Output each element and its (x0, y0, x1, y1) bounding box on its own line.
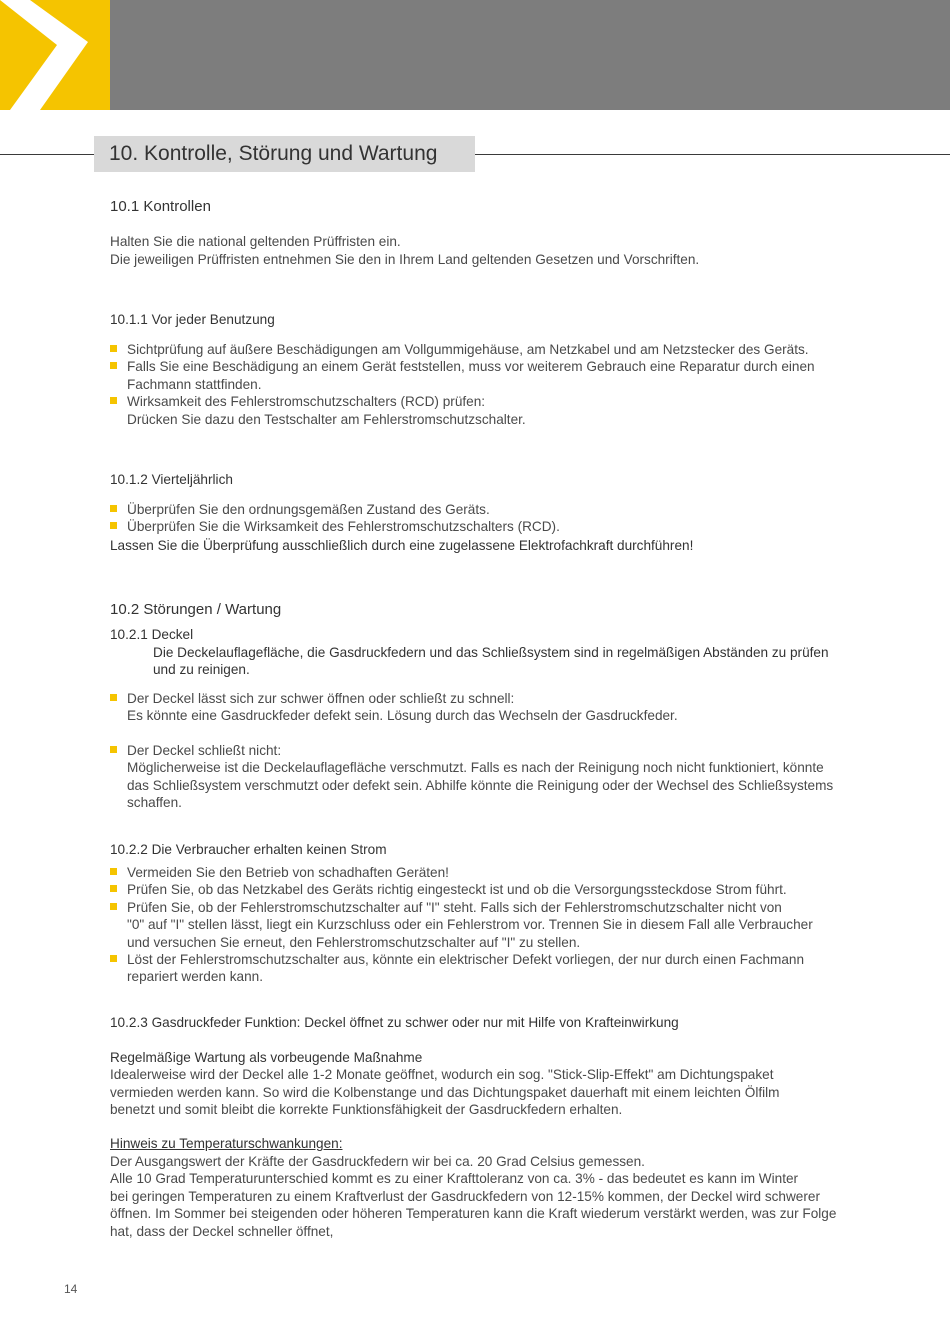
list-item: Der Deckel schließt nicht: Möglicherweise ist die Deckelauflagefläche verschmutzt. Falls es nach der Reinigung noch nicht funktioniert, könnte das Schließsystem verschmutzt oder defekt sein. Abhilfe könnte die Reinigung oder der Wechsel des Schließsystems schaffen. (110, 742, 833, 812)
list-item: Prüfen Sie, ob der Fehlerstromschutzschalter auf "I" steht. Falls sich der Fehlerstromschutzschalter nicht von "0" auf "I" stellen lässt, liegt ein Kurzschluss oder ein Fehlerstrom vor. Trennen Sie in diesem Fall alle Verbraucher und versuchen Sie erneut, den Fehlerstromschutzschalter auf "I" zu stellen. (110, 899, 813, 951)
maintenance-heading: Regelmäßige Wartung als vorbeugende Maßnahme (110, 1049, 423, 1065)
bullet-square-icon (110, 868, 117, 875)
bullet-square-icon (110, 362, 117, 369)
list-item: Wirksamkeit des Fehlerstromschutzschalters (RCD) prüfen: Drücken Sie dazu den Testschalter am Fehlerstromschutzschalter. (110, 393, 815, 428)
header-band (110, 0, 950, 110)
bullet-square-icon (110, 746, 117, 753)
bullet-square-icon (110, 955, 117, 962)
title-rule-right (475, 154, 950, 155)
list-item: Vermeiden Sie den Betrieb von schadhaften Geräten! (110, 864, 813, 881)
list-item: Prüfen Sie, ob das Netzkabel des Geräts richtig eingesteckt ist und ob die Versorgungssteckdose Strom führt. (110, 881, 813, 898)
bullet-list-10-1-2 (110, 501, 560, 536)
heading-10-1: 10.1 Kontrollen (110, 198, 211, 215)
list-item: Der Deckel lässt sich zur schwer öffnen oder schließt zu schnell: Es könnte eine Gasdruckfeder defekt sein. Lösung durch das Wechseln der Gasdruckfeder. (110, 690, 833, 725)
list-item: Überprüfen Sie die Wirksamkeit des Fehlerstromschutzschalters (RCD). (110, 518, 560, 535)
title-rule-left (0, 154, 94, 155)
text-line: benetzt und somit bleibt die korrekte Funktionsfähigkeit der Gasdruckfedern erhalten. (110, 1102, 623, 1117)
bullet-square-icon (110, 345, 117, 352)
text-line: Alle 10 Grad Temperaturunterschied kommt es zu einer Krafttoleranz von ca. 3% - das bedeutet es kann im Winter (110, 1171, 799, 1186)
temperature-heading: Hinweis zu Temperaturschwankungen: (110, 1136, 343, 1151)
heading-10-2-3: 10.2.3 Gasdruckfeder Funktion: Deckel öffnet zu schwer oder nur mit Hilfe von Krafteinwirkung (110, 1015, 679, 1030)
list-item: Falls Sie eine Beschädigung an einem Gerät feststellen, muss vor weiterem Gebrauch eine Reparatur durch einen Fachmann stattfinden. (110, 358, 815, 393)
text-line: hat, dass der Deckel schneller öffnet, (110, 1223, 334, 1239)
text-line: Halten Sie die national geltenden Prüffristen ein. (110, 234, 401, 249)
bullet-square-icon (110, 397, 117, 404)
bullet-list-10-1-1 (110, 341, 815, 428)
text-line: bei geringen Temperaturen zu einem Kraftverlust der Gasdruckfedern von 12-15% kommen, der Deckel wird schwerer (110, 1188, 820, 1204)
bullet-square-icon (110, 505, 117, 512)
text-line: vermieden werden kann. So wird die Kolbenstange und das Dichtungspaket dauerhaft mit einem leichten Ölfilm (110, 1084, 780, 1100)
logo-block (0, 0, 110, 110)
warning-note: Lassen Sie die Überprüfung ausschließlich durch eine zugelassene Elektrofachkraft durchführen! (110, 538, 694, 553)
text-line: Der Ausgangswert der Kräfte der Gasdruckfedern wir bei ca. 20 Grad Celsius gemessen. (110, 1153, 645, 1169)
text-line: öffnen. Im Sommer bei steigenden oder höheren Temperaturen kann die Kraft wiederum verstärkt werden, was zur Folge (110, 1206, 837, 1221)
heading-10-2-2: 10.2.2 Die Verbraucher erhalten keinen Strom (110, 842, 387, 857)
heading-10-2-1: 10.2.1 Deckel (110, 627, 194, 642)
bullet-square-icon (110, 885, 117, 892)
section-title: 10. Kontrolle, Störung und Wartung (94, 136, 475, 172)
text-line: Die jeweiligen Prüffristen entnehmen Sie den in Ihrem Land geltenden Gesetzen und Vorschriften. (110, 251, 700, 267)
logo-chevron-icon (0, 0, 110, 110)
heading-10-1-1: 10.1.1 Vor jeder Benutzung (110, 312, 275, 327)
bullet-square-icon (110, 694, 117, 701)
list-item: Überprüfen Sie den ordnungsgemäßen Zustand des Geräts. (110, 501, 560, 518)
intro-line: Die Deckelauflagefläche, die Gasdruckfedern und das Schließsystem sind in regelmäßigen Abständen zu prüfen (153, 644, 829, 660)
text-line: Idealerweise wird der Deckel alle 1-2 Monate geöffnet, wodurch ein sog. "Stick-Slip-Effekt" am Dichtungspaket (110, 1067, 774, 1082)
bullet-square-icon (110, 522, 117, 529)
heading-10-2: 10.2 Störungen / Wartung (110, 601, 282, 618)
bullet-list-10-2-2 (110, 864, 813, 986)
page-number: 14 (64, 1282, 78, 1296)
intro-line: und zu reinigen. (153, 662, 250, 677)
list-item: Löst der Fehlerstromschutzschalter aus, könnte ein elektrischer Defekt vorliegen, der nur durch einen Fachmann repariert werden kann. (110, 951, 813, 986)
bullet-square-icon (110, 903, 117, 910)
bullet-list-10-2-1 (110, 690, 833, 811)
list-item: Sichtprüfung auf äußere Beschädigungen am Vollgummigehäuse, am Netzkabel und am Netzstecker des Geräts. (110, 341, 815, 358)
heading-10-1-2: 10.1.2 Vierteljährlich (110, 472, 233, 487)
